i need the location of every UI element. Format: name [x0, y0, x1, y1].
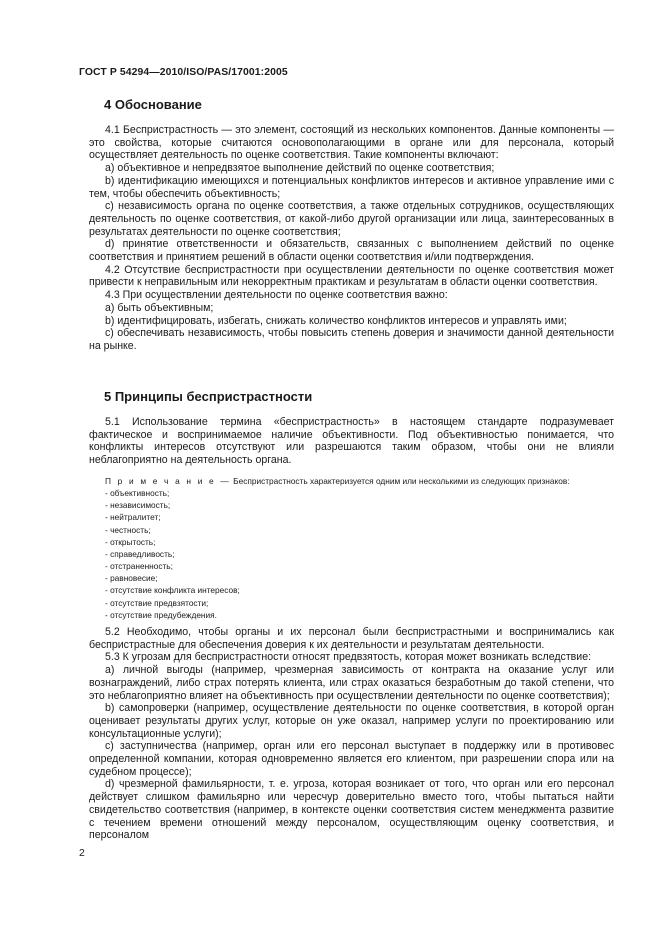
note-item: - независимость; — [105, 500, 171, 511]
section-5-heading: 5 Принципы беспристрастности — [104, 389, 313, 404]
list-item: d) принятие ответственности и обязательств, связанных с выполнением действий по оценке соответствия и принятием решений в области оценки соответствия и/или подтверждения. — [89, 238, 614, 264]
note-block — [105, 475, 620, 621]
section-4-body — [89, 124, 614, 353]
paragraph: 4.1 Беспристрастность — это элемент, состоящий из нескольких компонентов. Данные компоненты — это свойства, которые считаются основополагающими в органе или для персонала, который осуществляет деятельность по оценке соответствия. Такие компоненты включают: — [89, 124, 614, 162]
list-item: b) самопроверки (например, осуществление деятельности по оценке соответствия, в которой орган оценивает результаты других услуг, которые он уже оказал, например услуги по проектированию или консультационные услуги); — [89, 702, 614, 740]
note-item: - справедливость; — [105, 548, 175, 559]
note-item: - нейтралитет; — [105, 512, 161, 523]
note-item: - отсутствие конфликта интересов; — [105, 585, 240, 596]
list-item: b) идентифицировать, избегать, снижать количество конфликтов интересов и управлять ими; — [105, 314, 567, 327]
list-item: d) чрезмерной фамильярности, т. е. угроза, которая возникает от того, что орган или его персонал действует слишком фамильярно или чересчур доверительно вместо того, чтобы пытаться найти свидетельство соответствия (например, в контексте оценки соответствия систем менеджмента развитие с течением времени отношений между персоналом, осуществляющим оценку соответствия, и персоналом — [89, 778, 614, 842]
section-5-intro — [89, 416, 614, 467]
paragraph: 5.3 К угрозам для беспристрастности относят предвзятость, которая может возникать вследствие: — [105, 651, 592, 664]
section-5-body — [89, 626, 614, 842]
note-item: - равновесие; — [105, 573, 158, 584]
list-item: а) личной выгоды (например, чрезмерная зависимость от контракта на оказание услуг или вознаграждений, либо страх потерять клиента, или страх оказаться безработным до такой степени, что это неблагоприятно влияет на объективность при осуществлении деятельности по оценке соответствия); — [89, 664, 614, 702]
note-item: - отсутствие предубеждения. — [105, 609, 217, 620]
list-item: а) объективное и непредвзятое выполнение действий по оценке соответствия; — [105, 162, 495, 175]
section-4-heading: 4 Обоснование — [104, 97, 202, 112]
list-item: а) быть объективным; — [105, 301, 214, 314]
note-item: - открытость; — [105, 536, 156, 547]
note-item: - объективность; — [105, 488, 170, 499]
running-header: ГОСТ Р 54294—2010/ISO/PAS/17001:2005 — [79, 67, 288, 78]
note-item: - отстраненность; — [105, 561, 173, 572]
note-text: Беспристрастность характеризуется одним или несколькими из следующих признаков: — [230, 476, 570, 486]
list-item: с) независимость органа по оценке соответствия, а также отдельных сотрудников, осуществляющих деятельность по оценке соответствия, от какой-либо другой организации или лица, заинтересованных в результатах деятельности по оценке соответствия; — [89, 200, 614, 238]
list-item: с) обеспечивать независимость, чтобы повысить степень доверия и значимости данной деятельности на рынке. — [89, 327, 614, 352]
note-heading — [105, 475, 620, 487]
page-number: 2 — [79, 848, 85, 859]
note-label: П р и м е ч а н и е — — [105, 476, 231, 486]
note-item: - честность; — [105, 524, 151, 535]
list-item: с) заступничества (например, орган или его персонал выступает в поддержку или в противовес определенной компании, которая одновременно является его клиентом, при разрешении спора или на судебном процессе); — [89, 740, 614, 778]
paragraph: 4.3 При осуществлении деятельности по оценке соответствия важно: — [105, 289, 448, 302]
note-item: - отсутствие предвзятости; — [105, 597, 209, 608]
list-item: b) идентификацию имеющихся и потенциальных конфликтов интересов и активное управление ими с тем, чтобы обеспечить объективность; — [89, 174, 614, 200]
paragraph: 5.2 Необходимо, чтобы органы и их персонал были беспристрастными и воспринимались как беспристрастные для обеспечения доверия к их деятельности и результатам деятельности. — [89, 626, 614, 651]
paragraph: 4.2 Отсутствие беспристрастности при осуществлении деятельности по оценке соответствия может привести к неправильным или некорректным практикам и результатам в области оценки соответствия. — [89, 263, 614, 289]
paragraph: 5.1 Использование термина «беспристрастность» в настоящем стандарте подразумевает фактическое и воспринимаемое наличие объективности. Под объективностью понимается, что конфликты интересов отсутствуют или разрешаются таким образом, чтобы они не влияли неблагоприятно на деятельность органа. — [89, 416, 614, 467]
